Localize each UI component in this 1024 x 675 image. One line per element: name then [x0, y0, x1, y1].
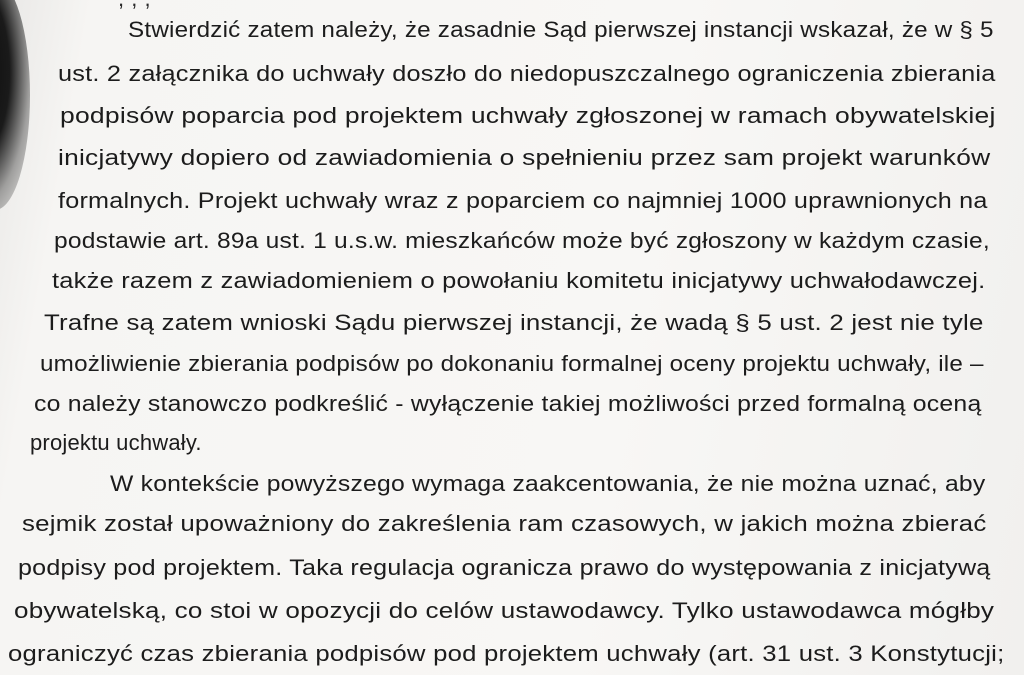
paragraph-2-line-3: podpisy pod projektem. Taka regulacja ogranicza prawo do występowania z inicjatywą — [18, 555, 991, 580]
paragraph-1-line-6: podstawie art. 89a ust. 1 u.s.w. mieszkańców może być zgłoszony w każdym czasie, — [54, 228, 990, 253]
paragraph-2-line-5: ograniczyć czas zbierania podpisów pod projektem uchwały (art. 31 ust. 3 Konstytucji; — [8, 641, 1005, 666]
cut-off-top-line — [118, 0, 151, 12]
paragraph-2-line-4: obywatelską, co stoi w opozycji do celów ustawodawcy. Tylko ustawodawca mógłby — [14, 598, 995, 623]
binding-shadow — [0, 0, 30, 210]
paragraph-1-line-1: Stwierdzić zatem należy, że zasadnie Sąd pierwszej instancji wskazał, że w § 5 — [128, 17, 994, 42]
paragraph-1-line-8: Trafne są zatem wnioski Sądu pierwszej instancji, że wadą § 5 ust. 2 jest nie tyle — [44, 310, 984, 335]
paragraph-2-line-2: sejmik został upoważniony do zakreślenia ram czasowych, w jakich można zbierać — [22, 511, 987, 536]
paragraph-1-line-5: formalnych. Projekt uchwały wraz z poparciem co najmniej 1000 uprawnionych na — [58, 188, 988, 213]
paragraph-1-line-10: co należy stanowczo podkreślić - wyłączenie takiej możliwości przed formalną oceną — [34, 391, 982, 416]
paragraph-2-line-1: W kontekście powyższego wymaga zaakcentowania, że nie można uznać, aby — [110, 471, 986, 496]
paragraph-1-line-2: ust. 2 załącznika do uchwały doszło do niedopuszczalnego ograniczenia zbierania — [58, 61, 996, 86]
paragraph-1-line-7: także razem z zawiadomieniem o powołaniu komitetu inicjatywy uchwałodawczej. — [52, 268, 986, 293]
paragraph-1-line-9: umożliwienie zbierania podpisów po dokonaniu formalnej oceny projektu uchwały, ile – — [40, 351, 984, 376]
paragraph-1-line-11: projektu uchwały. — [30, 430, 202, 455]
paragraph-1-line-3: podpisów poparcia pod projektem uchwały zgłoszonej w ramach obywatelskiej — [60, 103, 996, 128]
paragraph-1-line-4: inicjatywy dopiero od zawiadomienia o spełnieniu przez sam projekt warunków — [58, 145, 991, 170]
